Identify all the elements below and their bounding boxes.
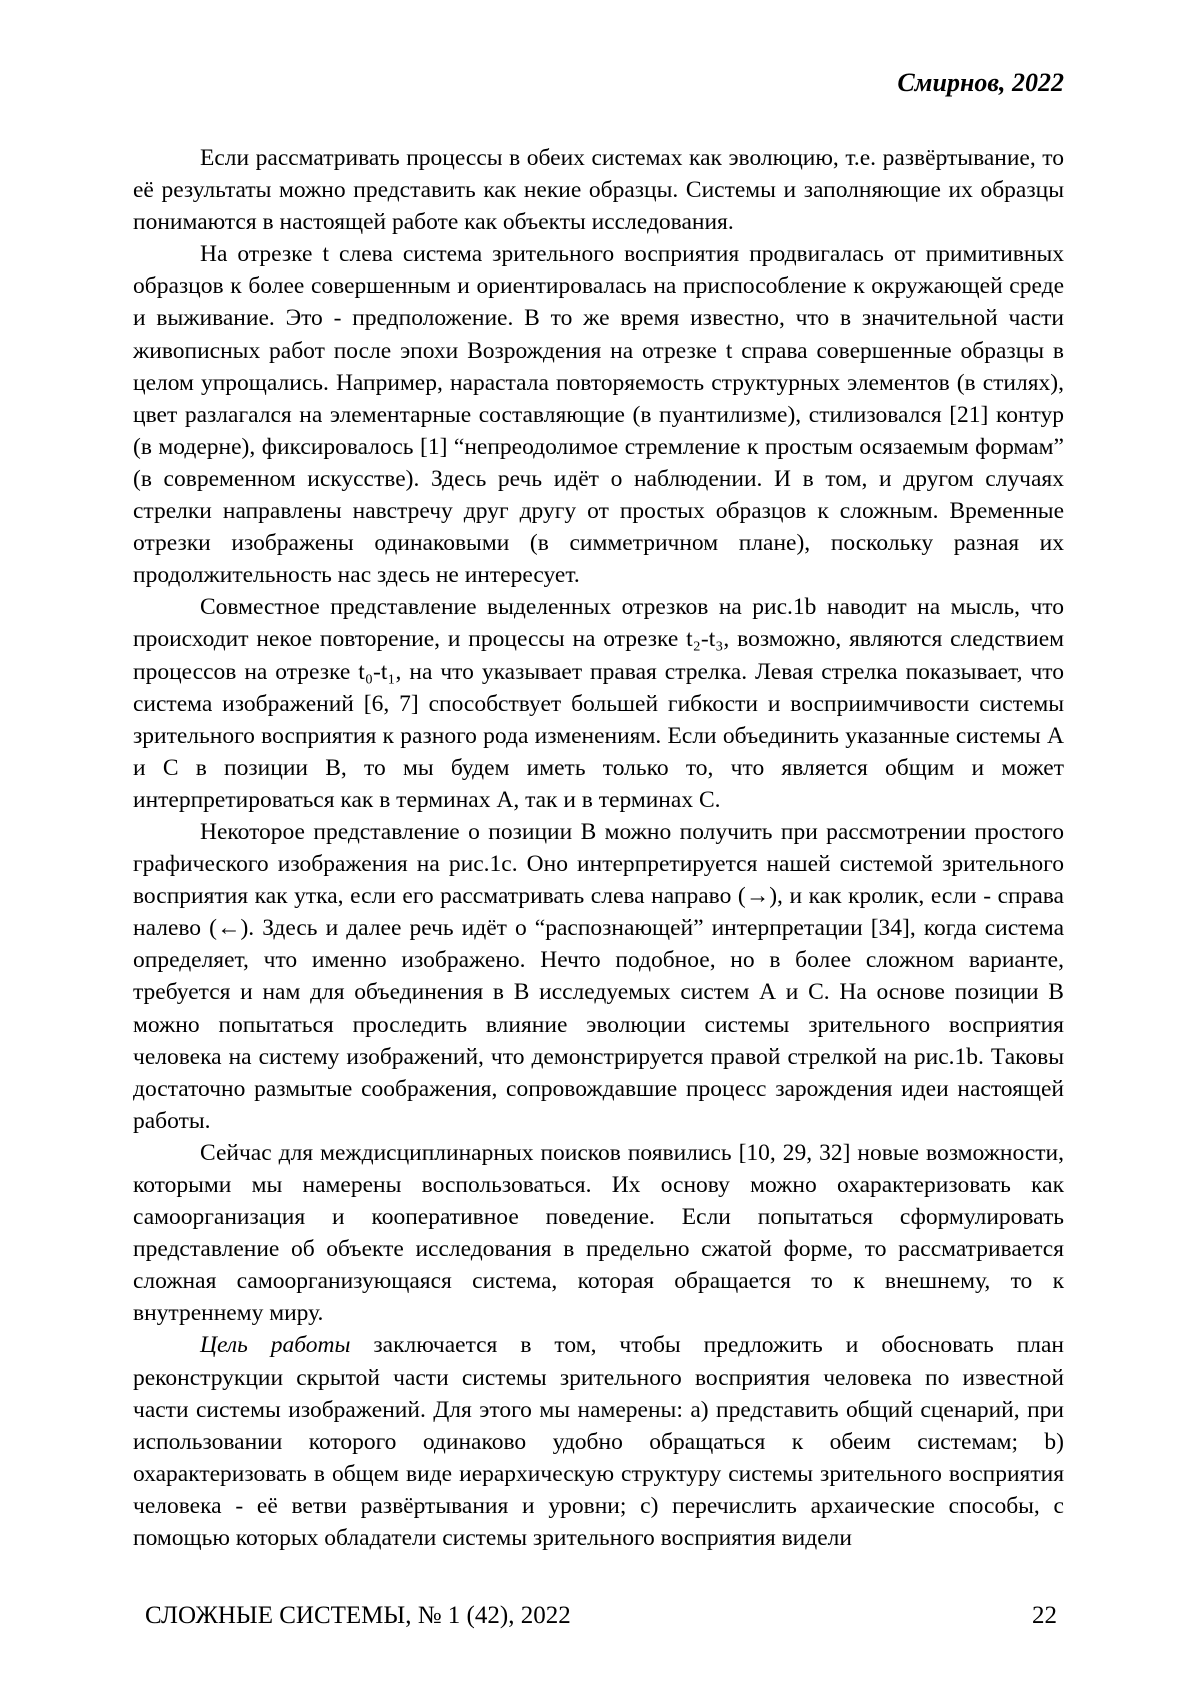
- paragraph-text: Если рассматривать процессы в обеих системах как эволюцию, т.е. развёртывание, то её результаты можно представить как некие образцы. Системы и заполняющие их образцы понимаются в настоящей работе как объекты исследования.: [133, 145, 1064, 236]
- paragraph-text: Совместное представление выделенных отрезков на рис.1b наводит на мысль, что происходит некое повторение, и процессы на отрезке t₂-t₃, возможно, являются следствием процессов на отрезке t₀-t₁, на что указывает правая стрелка. Левая стрелка показывает, что система изображений [6, 7] способствует большей гибкости и восприимчивости системы зрительного восприятия к разного рода изменениям. Если объединить указанные системы А и С в позиции В, то мы будем иметь только то, что является общим и может интерпретироваться как в терминах А, так и в терминах С.: [133, 594, 1064, 813]
- paragraph-segment-t: [133, 238, 1064, 591]
- page-content-column: [133, 0, 1064, 1697]
- paragraph-goal: [133, 1329, 1064, 1554]
- paragraph-goal-lead-italic: Цель работы: [200, 1332, 351, 1359]
- running-head-author-year: Смирнов, 2022: [897, 68, 1064, 97]
- footer-page-number: 22: [1032, 1602, 1057, 1629]
- paragraph-text: Сейчас для междисциплинарных поисков появились [10, 29, 32] новые возможности, которыми мы намерены воспользоваться. Их основу можно охарактеризовать как самоорганизация и кооперативное поведение. Если попытаться сформулировать представление об объекте исследования в предельно сжатой форме, то рассматривается сложная самоорганизующаяся система, которая обращается то к внешнему, то к внутреннему миру.: [133, 1139, 1064, 1327]
- page-footer: [145, 1601, 1057, 1631]
- paragraph-intro: [133, 142, 1064, 238]
- article-body: [133, 142, 1064, 1554]
- paragraph-fig1b: [133, 591, 1064, 816]
- paragraph-text: заключается в том, чтобы предложить и обосновать план реконструкции скрытой части системы зрительного восприятия человека по известной части системы изображений. Для этого мы намерены: а) представить общий сценарий, при использовании которого одинаково удобно обращаться к обеим системам; b) охарактеризовать в общем виде иерархическую структуру системы зрительного восприятия человека - её ветви развёртывания и уровни; c) перечислить архаические способы, с помощью которых обладатели системы зрительного восприятия видели: [133, 1332, 1064, 1552]
- paragraph-text: На отрезке t слева система зрительного восприятия продвигалась от примитивных образцов к более совершенным и ориентировалась на приспособление к окружающей среде и выживание. Это - предположение. В то же время известно, что в значительной части живописных работ после эпохи Возрождения на отрезке t справа совершенные образцы в целом упрощались. Например, нарастала повторяемость структурных элементов (в стилях), цвет разлагался на элементарные составляющие (в пуантилизме), стилизовался [21] контур (в модерне), фиксировалось [1] “непреодолимое стремление к простым осязаемым формам” (в современном искусстве). Здесь речь идёт о наблюдении. И в том, и другом случаях стрелки направлены навстречу друг другу от простых образцов к сложным. Временные отрезки изображены одинаковыми (в симметричном плане), поскольку разная их продолжительность нас здесь не интересует.: [133, 241, 1064, 589]
- paragraph-fig1c-duck-rabbit: [133, 816, 1064, 1137]
- footer-journal-title: СЛОЖНЫЕ СИСТЕМЫ, № 1 (42), 2022: [145, 1602, 571, 1629]
- paragraph-interdisciplinary: [133, 1137, 1064, 1330]
- paragraph-text: Некоторое представление о позиции В можно получить при рассмотрении простого графического изображения на рис.1c. Оно интерпретируется нашей системой зрительного восприятия как утка, если его рассматривать слева направо (→), и как кролик, если - справа налево (←). Здесь и далее речь идёт о “распознающей” интерпретации [34], когда система определяет, что именно изображено. Нечто подобное, но в более сложном варианте, требуется и нам для объединения в В исследуемых систем А и С. На основе позиции В можно попытаться проследить влияние эволюции системы зрительного восприятия человека на систему изображений, что демонстрируется правой стрелкой на рис.1b. Таковы достаточно размытые соображения, сопровождавшие процесс зарождения идеи настоящей работы.: [133, 818, 1064, 1134]
